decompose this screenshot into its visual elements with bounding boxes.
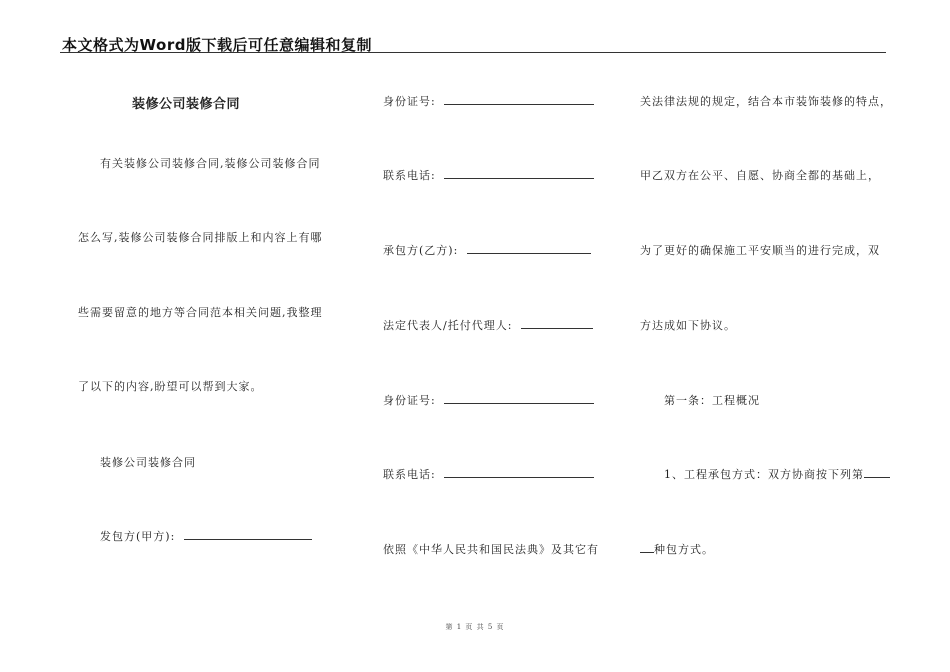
phone-blank-2 [444,466,594,478]
intro-line-3: 些需要留意的地方等合同范本相关问题,我整理 [78,306,323,319]
party-a-blank [184,528,312,540]
id-blank-2 [444,392,594,404]
id-label-2: 身份证号: [383,394,436,407]
party-b-label: 承包方(乙方): [383,244,459,257]
phone-blank-1 [444,167,594,179]
clause-line-2: 甲乙双方在公平、自愿、协商全都的基础上， [640,169,880,182]
article-1-heading: 第一条：工程概况 [664,394,760,407]
item-1-line-1 [664,466,890,482]
contract-subtitle: 装修公司装修合同 [100,456,196,469]
header-divider [60,52,886,53]
clause-line-3: 为了更好的确保施工平安顺当的进行完成，双 [640,244,880,257]
doc-title: 装修公司装修合同 [132,97,241,112]
rep-blank [521,317,593,329]
clause-line-1: 关法律法规的规定，结合本市装饰装修的特点， [640,95,892,108]
item-1-text: 1、工程承包方式：双方协商按下列第 [664,468,864,481]
phone-label-1: 联系电话: [383,169,436,182]
phone-field-1 [383,167,594,183]
phone-label-2: 联系电话: [383,468,436,481]
item-1-blank-b [640,541,654,553]
legal-basis-line: 依照《中华人民共和国民法典》及其它有 [383,543,599,556]
id-field-2 [383,392,594,408]
id-field-1 [383,93,594,109]
header-title: 本文格式为Word版下载后可任意编辑和复制 [62,36,372,54]
id-blank-1 [444,93,594,105]
page-number: 第 1 页 共 5 页 [445,623,505,631]
rep-label: 法定代表人/托付代理人: [383,319,513,332]
item-1-blank-a [864,466,890,478]
party-b-field [383,242,591,258]
item-1-line-2 [640,541,714,557]
clause-line-4: 方达成如下协议。 [640,319,736,332]
intro-line-4: 了以下的内容,盼望可以帮到大家。 [78,380,263,393]
item-1-text-end: 种包方式。 [654,543,714,556]
party-a-field [100,528,312,544]
id-label-1: 身份证号: [383,95,436,108]
party-b-blank [467,242,591,254]
rep-field [383,317,593,333]
intro-line-1: 有关装修公司装修合同,装修公司装修合同 [100,157,321,170]
intro-line-2: 怎么写,装修公司装修合同排版上和内容上有哪 [78,231,323,244]
phone-field-2 [383,466,594,482]
party-a-label: 发包方(甲方): [100,530,176,543]
